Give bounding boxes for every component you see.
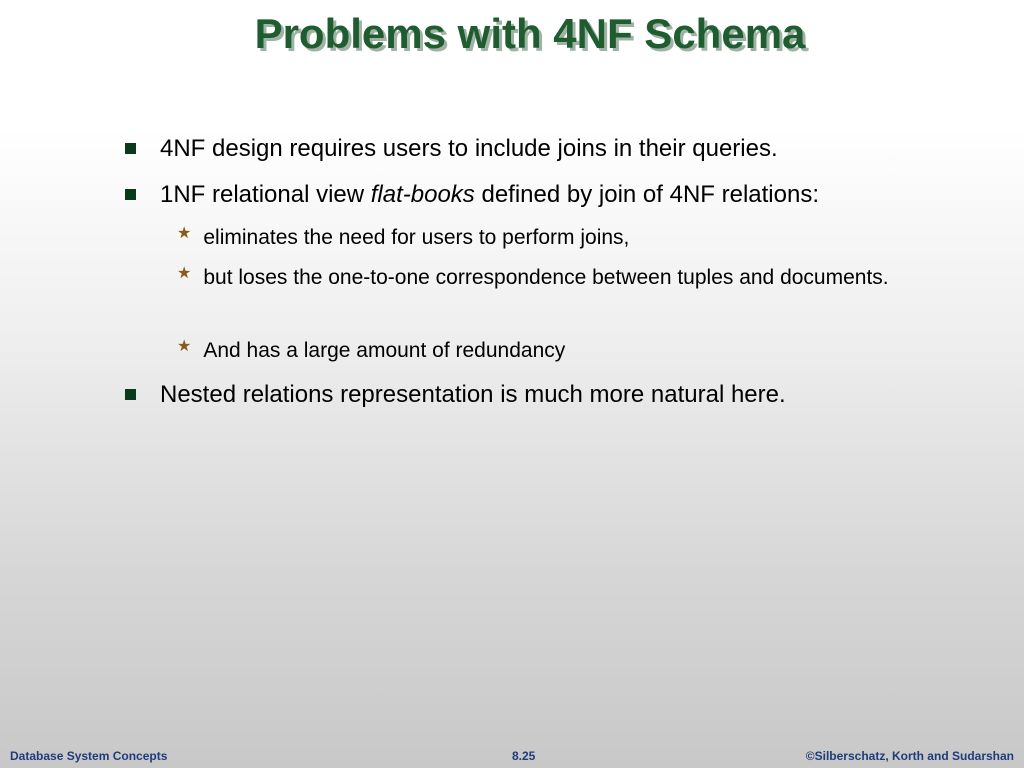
bullet-text-prefix: 1NF relational view [160, 181, 371, 208]
star-bullet-icon: ★ [177, 338, 192, 355]
sub-bullet-item [177, 263, 943, 293]
sub-bullet-item [177, 223, 943, 253]
bullet-text [160, 180, 819, 210]
slide-title: Problems with 4NF Schema [254, 10, 806, 57]
bullet-text: Nested relations representation is much more natural here. [160, 381, 786, 408]
bullet-item [125, 180, 819, 210]
footer-right: ©Silberschatz, Korth and Sudarshan [805, 749, 1014, 763]
star-bullet-icon: ★ [177, 265, 192, 282]
star-bullet-icon: ★ [177, 225, 192, 242]
square-bullet-icon [125, 143, 136, 154]
sub-bullet-text: but loses the one-to-one correspondence between tuples and documents. [203, 266, 889, 289]
sub-bullet-item [177, 336, 943, 366]
bullet-item [125, 134, 778, 164]
bullet-item [125, 380, 786, 410]
footer-left: Database System Concepts [10, 749, 168, 763]
footer-page-number: 8.25 [512, 749, 536, 763]
bullet-text: 4NF design requires users to include joins in their queries. [160, 135, 778, 162]
sub-bullet-text: eliminates the need for users to perform joins, [203, 226, 630, 249]
square-bullet-icon [125, 389, 136, 400]
relation-name: flat-books [370, 181, 475, 208]
bullet-text-suffix: defined by join of 4NF relations: [474, 181, 820, 208]
square-bullet-icon [125, 189, 136, 200]
sub-bullet-text: And has a large amount of redundancy [203, 339, 566, 362]
